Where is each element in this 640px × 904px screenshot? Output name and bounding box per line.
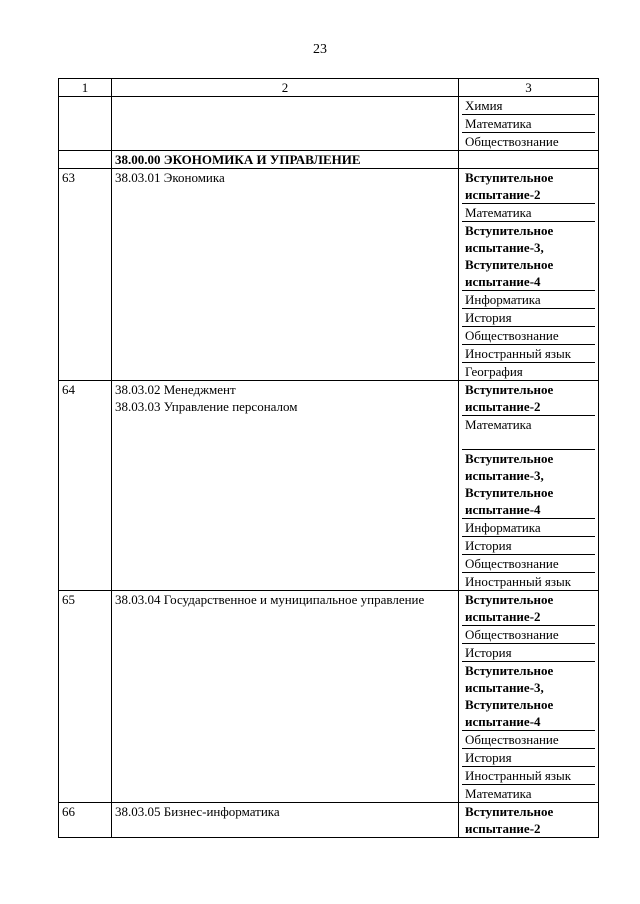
program-direction: 38.03.04 Государственное и муниципальное управление (115, 592, 425, 607)
program-direction: 38.03.03 Управление персоналом (115, 399, 298, 414)
subject-item: История (462, 748, 595, 766)
exam-heading: Вступительное испытание-3, Вступительное испытание-4 (462, 449, 595, 518)
subject-item: Информатика (462, 290, 595, 308)
exam-heading: Вступительное испытание-2 (465, 592, 554, 624)
exam-heading: Вступительное испытание-3, Вступительное испытание-4 (462, 661, 595, 730)
continuation-subjects-cell (459, 97, 599, 151)
program-number: 63 (59, 169, 112, 381)
program-row (59, 381, 599, 591)
subject-item: Математика (462, 784, 595, 802)
group-heading-row (59, 151, 599, 169)
continuation-direction-cell (112, 97, 459, 151)
continuation-num-cell (59, 97, 112, 151)
subject-item: Обществознание (462, 730, 595, 748)
column-header-1: 1 (59, 79, 112, 97)
column-header-2: 2 (112, 79, 459, 97)
subject-item: Обществознание (462, 132, 595, 150)
program-subjects-cell (459, 381, 599, 591)
group-heading-subject-cell (459, 151, 599, 169)
page-number: 23 (313, 42, 327, 57)
continuation-row (59, 97, 599, 151)
subject-item: Обществознание (462, 326, 595, 344)
program-number: 66 (59, 803, 112, 838)
group-heading-num-cell (59, 151, 112, 169)
program-direction: 38.03.02 Менеджмент (115, 382, 236, 397)
column-header-row (59, 79, 599, 97)
group-heading: 38.00.00 ЭКОНОМИКА И УПРАВЛЕНИЕ (112, 151, 459, 169)
exam-heading: Вступительное испытание-3, Вступительное испытание-4 (462, 221, 595, 290)
subject-item: История (462, 536, 595, 554)
program-directions-cell (112, 803, 459, 838)
exam-heading: Вступительное испытание-2 (465, 382, 554, 414)
subject-item: География (462, 362, 595, 380)
program-direction: 38.03.05 Бизнес-информатика (115, 804, 280, 819)
program-number: 65 (59, 591, 112, 803)
program-direction: 38.03.01 Экономика (115, 170, 225, 185)
spacer (465, 433, 592, 449)
subject-item: Иностранный язык (462, 766, 595, 784)
program-directions-cell (112, 591, 459, 803)
program-row (59, 591, 599, 803)
program-row (59, 803, 599, 838)
subject-item: Химия (465, 98, 503, 113)
program-subjects-cell (459, 591, 599, 803)
subject-item: История (462, 643, 595, 661)
program-row (59, 169, 599, 381)
exam-heading: Вступительное испытание-2 (465, 804, 554, 836)
subject-item: Обществознание (462, 554, 595, 572)
program-directions-cell (112, 381, 459, 591)
subject-item: Математика (462, 114, 595, 132)
program-number: 64 (59, 381, 112, 591)
subject-item: Обществознание (462, 625, 595, 643)
admission-table (58, 78, 599, 838)
exam-heading: Вступительное испытание-2 (465, 170, 554, 202)
subject-item: Иностранный язык (462, 572, 595, 590)
subject-item: Математика (462, 203, 595, 221)
program-subjects-cell (459, 803, 599, 838)
subject-item: Иностранный язык (462, 344, 595, 362)
column-header-3: 3 (459, 79, 599, 97)
subject-item: История (462, 308, 595, 326)
program-directions-cell (112, 169, 459, 381)
subject-item: Математика (462, 415, 595, 449)
program-subjects-cell (459, 169, 599, 381)
subject-item: Информатика (462, 518, 595, 536)
